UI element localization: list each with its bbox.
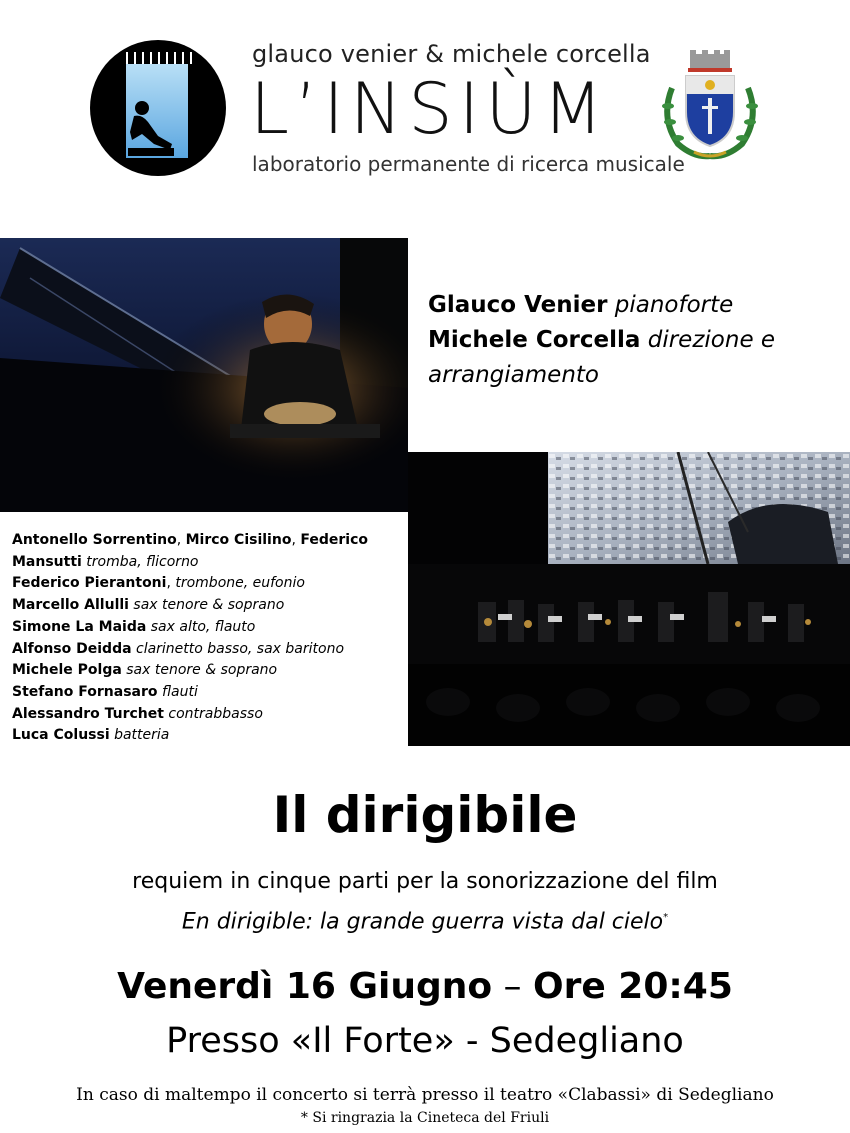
- film-footnote-mark: *: [663, 912, 669, 923]
- band-separator: ,: [291, 532, 301, 548]
- band-member-role: sax alto, flauto: [150, 618, 256, 635]
- lead-role: direzione e arrangiamento: [428, 327, 776, 388]
- thanks-note: * Si ringrazia la Cineteca del Friuli: [300, 1110, 550, 1126]
- band-member-name: Simone La Maida: [12, 618, 147, 635]
- event-subtitle: requiem in cinque parti per la sonorizzazione del film: [132, 869, 718, 894]
- band-member-name: Antonello Sorrentino: [12, 532, 177, 548]
- band-member-role: batteria: [114, 727, 170, 744]
- band-member-role: sax tenore & soprano: [133, 597, 285, 614]
- band-member-role: clarinetto basso, sax baritono: [136, 640, 345, 657]
- linsium-logo-icon: [90, 40, 226, 176]
- band-member-name: Federico Pierantoni: [12, 575, 167, 592]
- film-title-text: En dirigible: la grande guerra vista dal cielo: [181, 909, 664, 935]
- brand-name: L’INSIÙM: [250, 68, 609, 150]
- band-separator: ,: [166, 575, 176, 592]
- lead-name: Glauco Venier: [428, 292, 608, 318]
- band-member-row: [12, 639, 404, 661]
- band-member-role: contrabbasso: [168, 705, 263, 722]
- film-title: [0, 902, 850, 938]
- weather-note: In caso di maltempo il concerto si terrà presso il teatro «Clabassi» di Sedegliano: [76, 1085, 774, 1105]
- band-member-row: [12, 530, 404, 573]
- band-member-role: flauti: [161, 683, 198, 700]
- logo-figure: [128, 100, 174, 156]
- pianist-photo-image: [0, 238, 408, 512]
- brand-subtitle: laboratorio permanente di ricerca musicale: [252, 152, 685, 176]
- band-member-row: [12, 573, 404, 595]
- lead-credit-corcella: [428, 323, 838, 393]
- band-member-role: sax tenore & soprano: [126, 662, 278, 679]
- orchestra-photo-image: [408, 452, 850, 746]
- band-member-name: Luca Colussi: [12, 727, 110, 744]
- brand-tagline: glauco venier & michele corcella: [252, 40, 651, 68]
- band-member-row: [12, 660, 404, 682]
- lead-credits: [428, 288, 838, 393]
- band-separator: ,: [176, 532, 186, 548]
- band-member-row: [12, 595, 404, 617]
- event-day: Venerdì 16 Giugno: [117, 966, 493, 1007]
- band-member-name: Alessandro Turchet: [12, 705, 164, 722]
- band-member-row: [12, 704, 404, 726]
- lead-credit-venier: [428, 288, 838, 323]
- event-time: Ore 20:45: [533, 966, 733, 1007]
- event-date: [0, 962, 850, 1012]
- band-member-name: Federico Mansutti: [12, 532, 368, 570]
- band-member-role: trombone, eufonio: [175, 575, 305, 592]
- event-venue: Presso «Il Forte» - Sedegliano: [166, 1021, 684, 1061]
- band-member-name: Marcello Allulli: [12, 597, 129, 614]
- band-member-row: [12, 682, 404, 704]
- band-member-row: [12, 617, 404, 639]
- band-member-name: Alfonso Deidda: [12, 640, 132, 657]
- municipal-crest-icon: [658, 48, 762, 164]
- lead-role: pianoforte: [614, 292, 734, 318]
- lead-name: Michele Corcella: [428, 327, 641, 353]
- band-member-name: Stefano Fornasaro: [12, 683, 158, 700]
- band-member-row: [12, 725, 404, 747]
- band-member-name: Mirco Cisilino: [185, 532, 292, 548]
- band-member-name: Michele Polga: [12, 662, 122, 679]
- event-date-dash: –: [492, 966, 533, 1007]
- band-member-role: tromba, flicorno: [86, 553, 199, 570]
- orchestra-photo: [408, 452, 850, 746]
- pianist-photo: [0, 238, 408, 512]
- event-title: Il dirigibile: [272, 786, 578, 844]
- band-credits: [12, 530, 404, 747]
